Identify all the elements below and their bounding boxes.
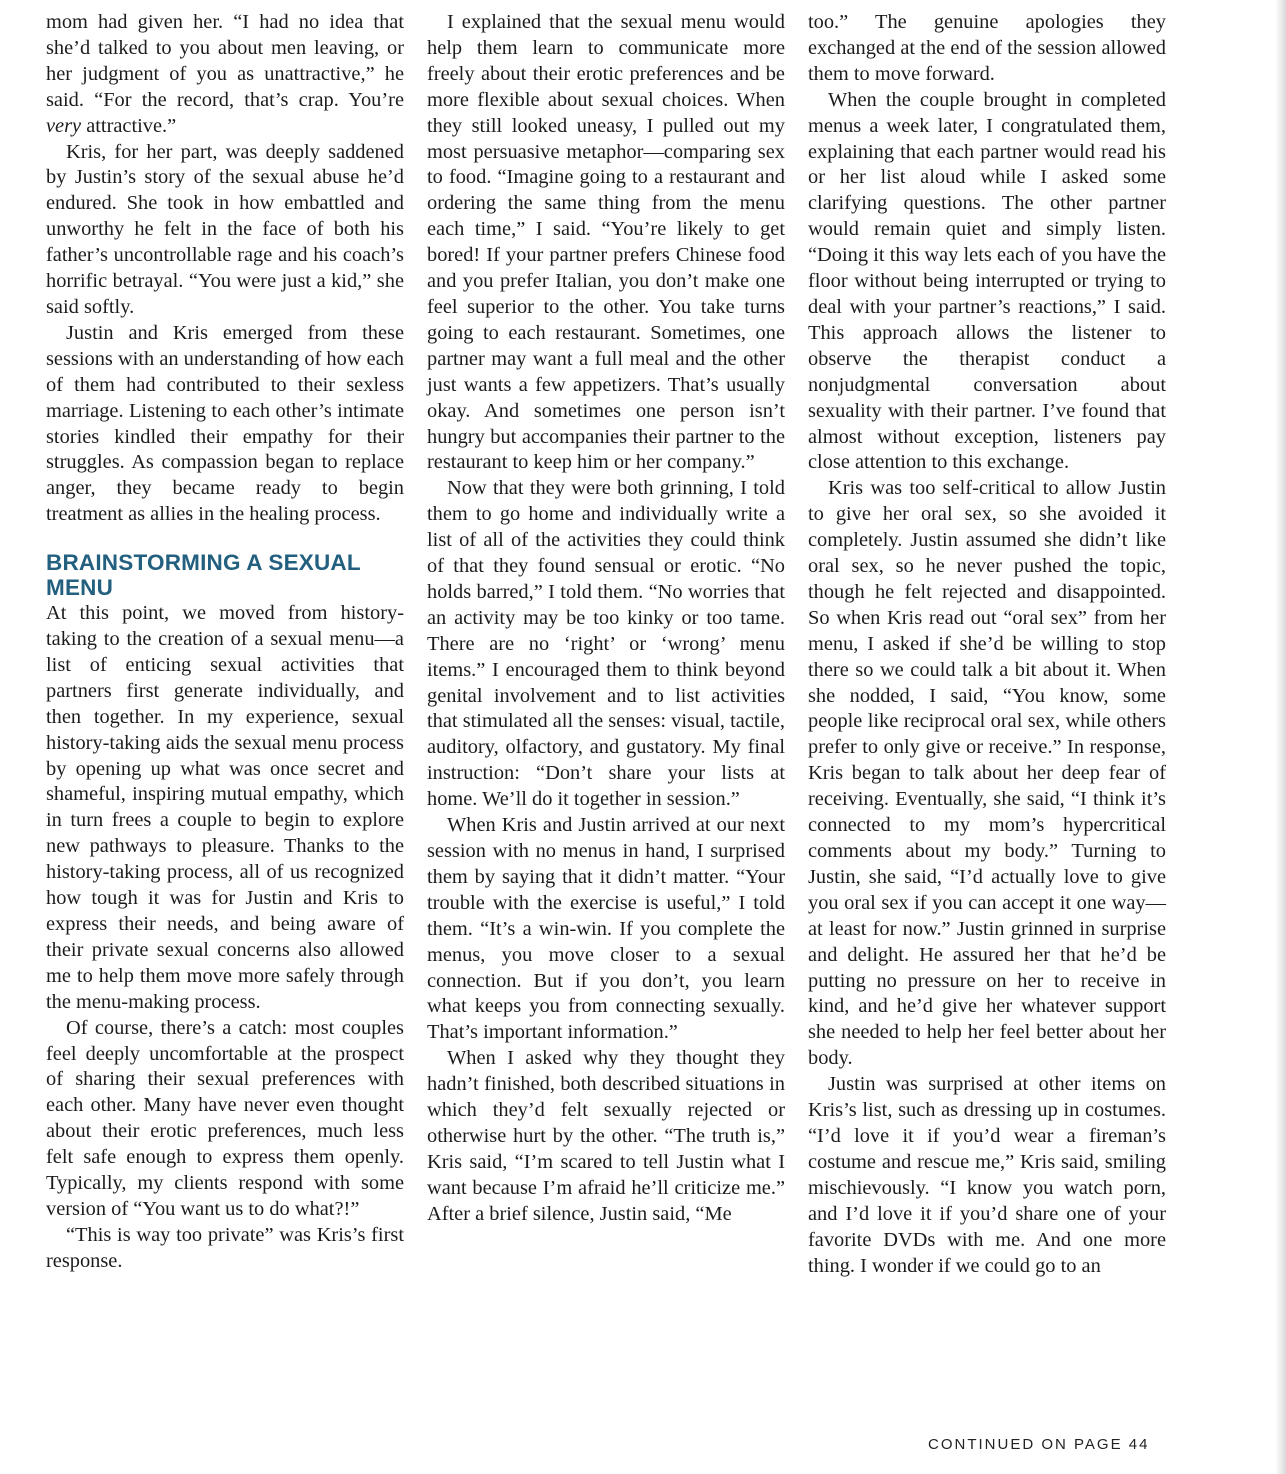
emphasis: very <box>46 114 82 137</box>
paragraph: Kris, for her part, was deeply saddened by Justin’s story of the sexual abuse he’d endured. She took in how embattled and unworthy he felt in the face of both his father’s uncontrollable rage and his coach’s horrific betrayal. “You were just a kid,” she said softly. <box>46 140 404 318</box>
paragraph: Now that they were both grinning, I told them to go home and individually write a list of all of the activities they could think of that they found sensual or erotic. “No holds barred,” I told them. “No worries that an activity may be too kinky or too tame. There are no ‘right’ or ‘wrong’ menu items.” I encouraged them to think beyond genital involvement and to list activities that stimulated all the senses: visual, tactile, auditory, olfactory, and gustatory. My final instruction: “Don’t share your lists at home. We’ll do it together in session.” <box>427 477 785 811</box>
paragraph: Of course, there’s a catch: most couples feel deeply uncomfortable at the prospect of sharing their sexual preferences with each other. Many have never even thought about their erotic preferences, much less felt safe enough to express them openly. Typically, my clients respond with some version of “You want us to do what?!” <box>46 1016 404 1220</box>
paragraph: “This is way too private” was Kris’s first response. <box>46 1223 404 1272</box>
paragraph: At this point, we moved from history-taking to the creation of a sexual menu—a list of enticing sexual activities that partners first generate individually, and then together. In my experience, sexual history-taking aids the sexual menu process by opening up what was once secret and shameful, inspiring mutual empathy, which in turn frees a couple to begin to explore new pathways to pleasure. Thanks to the history-taking process, all of us recognized how tough it was for Justin and Kris to express their needs, and being aware of their private sexual concerns also allowed me to help them move more safely through the menu-making process. <box>46 602 404 1013</box>
paragraph: Justin and Kris emerged from these sessions with an understanding of how each of them had contributed to their sexless marriage. Listening to each other’s intimate stories kindled their empathy for their struggles. As compassion began to replace anger, they became ready to begin treatment as allies in the healing process. <box>46 321 404 526</box>
continued-on-page: CONTINUED ON PAGE 44 <box>928 1436 1150 1453</box>
column-2 <box>427 10 785 1228</box>
paragraph: Kris was too self-critical to allow Justin to give her oral sex, so she avoided it completely. Justin assumed she didn’t like oral sex, so he never pushed the topic, though he felt rejected and disappointed. So when Kris read out “oral sex” from her menu, I asked if she’d be willing to stop there so we could talk a bit about it. When she nodded, I said, “You know, some people like reciprocal oral sex, while others prefer to only give or receive.” In response, Kris began to talk about her deep fear of receiving. Eventually, she said, “I think it’s connected to my mom’s hypercritical comments about my body.” Turning to Justin, she said, “I’d actually love to give you oral sex if you can accept it one way—at least for now.” Justin grinned in surprise and delight. He assured her that he’d be putting no pressure on her to receive in kind, and he’d give her whatever support she needed to help her feel better about her body. <box>808 477 1166 1070</box>
paragraph: When I asked why they thought they hadn’t finished, both described situations in which they’d felt sexually rejected or otherwise hurt by the other. “The truth is,” Kris said, “I’m scared to tell Justin what I want because I’m afraid he’ll criticize me.” After a brief silence, Justin said, “Me <box>427 1047 785 1225</box>
paragraph: When the couple brought in completed menus a week later, I congratulated them, explaining that each partner would read his or her list aloud while I asked some clarifying questions. The other partner would remain quiet and simply listen. “Doing it this way lets each of you have the floor without being interrupted or trying to deal with your partner’s reactions,” I said. This approach allows the listener to observe the therapist conduct a nonjudgmental conversation about sexuality with their partner. I’ve found that almost without exception, listeners pay close attention to this exchange. <box>808 88 1166 474</box>
page-edge-shadow <box>1275 0 1286 1474</box>
paragraph: mom had given her. “I had no idea that she’d talked to you about men leaving, or her judgment of you as unattractive,” he said. “For the record, that’s crap. You’re very attractive.” <box>46 11 404 137</box>
paragraph: Justin was surprised at other items on Kris’s list, such as dressing up in costumes. “I’d love it if you’d wear a fireman’s costume and rescue me,” Kris said, smiling mischievously. “I know you watch porn, and I’d love it if you’d share one of your favorite DVDs with me. And one more thing. I wonder if we could go to an <box>808 1073 1166 1277</box>
paragraph: When Kris and Justin arrived at our next session with no menus in hand, I surprised them by saying that it didn’t matter. “Your trouble with the exercise is useful,” I told them. “It’s a win-win. If you complete the menus, you move closer to a sexual connection. But if you don’t, you learn what keeps you from connecting sexually. That’s important information.” <box>427 814 785 1044</box>
column-1 <box>46 10 404 1275</box>
column-3 <box>808 10 1166 1279</box>
paragraph: I explained that the sexual menu would help them learn to communicate more freely about their erotic preferences and be more flexible about sexual choices. When they still looked uneasy, I pulled out my most persuasive metaphor—comparing sex to food. “Imagine going to a restaurant and ordering the same thing from the menu each time,” I said. “You’re likely to get bored! If your partner prefers Chinese food and you prefer Italian, you don’t make one feel superior to the other. You take turns going to each restaurant. Sometimes, one partner may want a full meal and the other just wants a few appetizers. That’s usually okay. And sometimes one person isn’t hungry but accompanies their partner to the restaurant to keep him or her company.” <box>427 11 785 474</box>
section-heading: BRAINSTORMING A SEXUAL MENU <box>46 550 361 601</box>
paragraph: too.” The genuine apologies they exchanged at the end of the session allowed them to move forward. <box>808 11 1166 85</box>
